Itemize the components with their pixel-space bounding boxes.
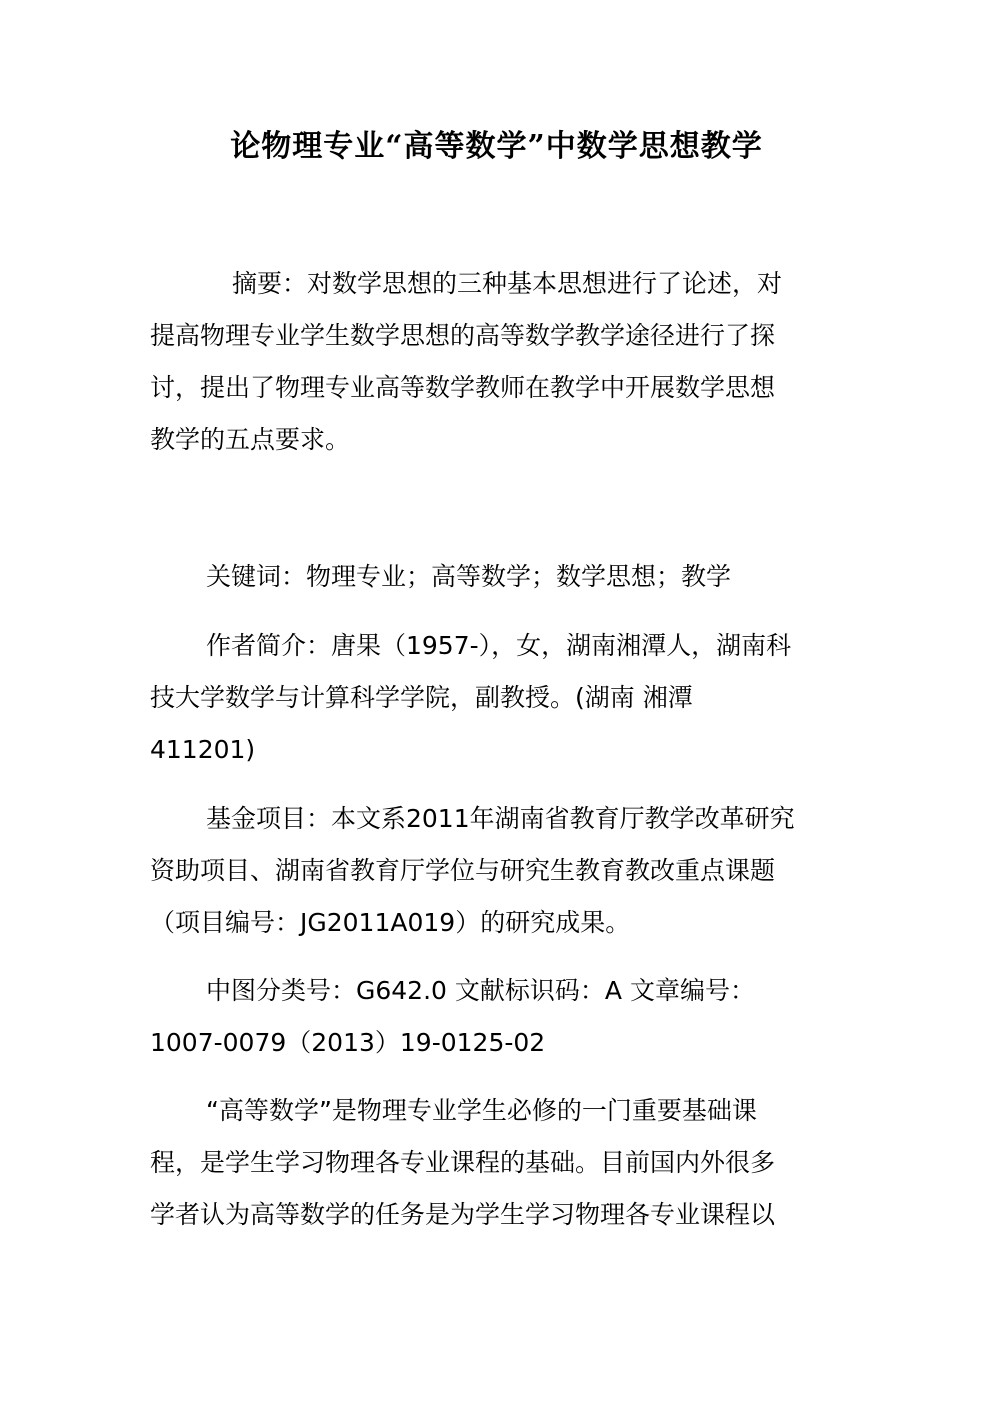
author-paragraph — [150, 620, 850, 776]
body-line: 程，是学生学习物理各专业课程的基础。目前国内外很多 — [150, 1148, 776, 1177]
classification-line: 中图分类号：G642.0 文献标识码：A 文章编号： — [206, 976, 755, 1005]
abstract-line: 讨，提出了物理专业高等数学教师在教学中开展数学思想 — [150, 373, 776, 402]
fund-paragraph — [150, 793, 850, 949]
classification-paragraph — [150, 965, 850, 1069]
body-line: “高等数学”是物理专业学生必修的一门重要基础课 — [206, 1096, 757, 1125]
abstract-line: 摘要：对数学思想的三种基本思想进行了论述，对 — [232, 269, 783, 298]
abstract-paragraph — [150, 258, 850, 466]
paper-title: 论物理专业“高等数学”中数学思想教学 — [230, 129, 763, 164]
body-line: 学者认为高等数学的任务是为学生学习物理各专业课程以 — [150, 1200, 776, 1229]
classification-line: 1007-0079（2013）19-0125-02 — [150, 1028, 546, 1057]
author-line: 技大学数学与计算科学学院，副教授。(湖南 湘潭 — [150, 683, 693, 712]
fund-line: 资助项目、湖南省教育厅学位与研究生教育教改重点课题 — [150, 856, 776, 885]
abstract-line: 提高物理专业学生数学思想的高等数学教学途径进行了探 — [150, 321, 776, 350]
fund-line: 基金项目：本文系2011年湖南省教育厅教学改革研究 — [206, 804, 795, 833]
author-line: 作者简介：唐果（1957-），女，湖南湘潭人，湖南科 — [206, 631, 792, 660]
keywords-line: 关键词：物理专业；高等数学；数学思想；教学 — [206, 562, 732, 591]
abstract-line: 教学的五点要求。 — [150, 425, 351, 454]
body-paragraph — [150, 1085, 850, 1241]
author-line: 411201) — [150, 735, 256, 764]
keywords-paragraph — [150, 551, 850, 603]
fund-line: （项目编号：JG2011A019）的研究成果。 — [150, 908, 631, 937]
